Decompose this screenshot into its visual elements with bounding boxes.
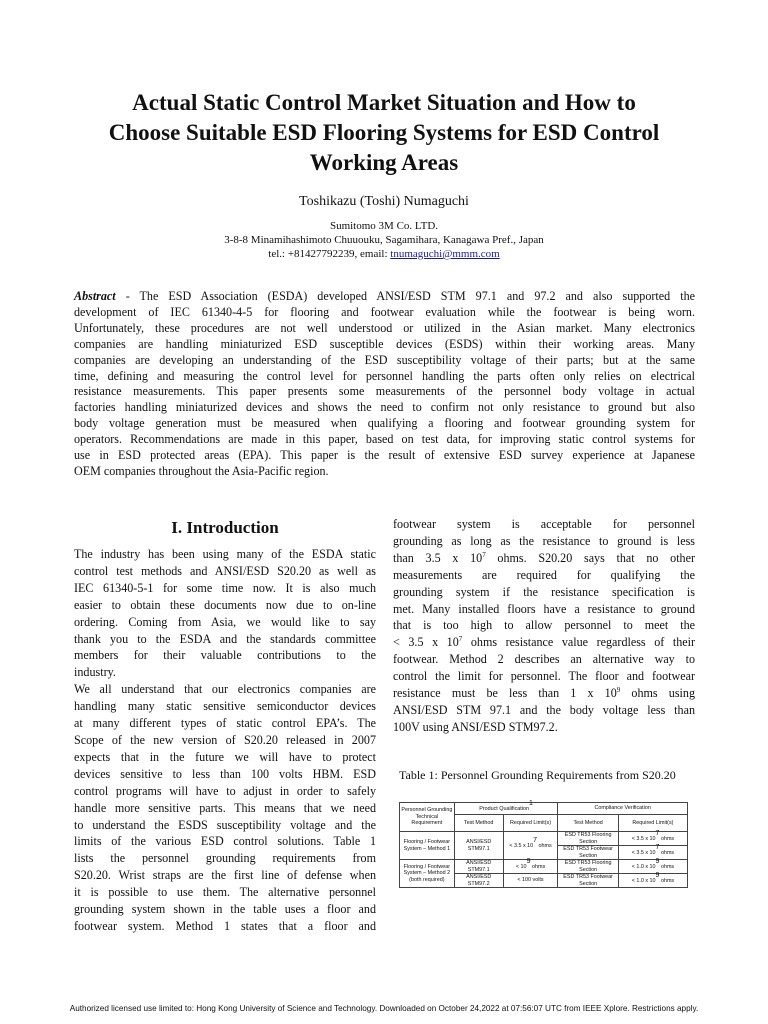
footnote-mark: 1: [528, 800, 533, 808]
body-line: footwear system. Method 1 states that a floor and: [74, 918, 376, 933]
body-line: handle more sensitive parts. This means that we need: [74, 800, 376, 815]
body-line: members for their valuable contributions to the: [74, 648, 376, 663]
title-line: Working Areas: [309, 150, 459, 175]
exponent: 7: [655, 830, 660, 838]
table-row: [400, 832, 688, 846]
abstract-text: - The ESD Association (ESDA) developed ANSI/ESD STM 97.1 and 97.2 and also supported the: [115, 289, 695, 303]
body-line: [393, 634, 695, 651]
body-line: industry.: [74, 665, 116, 680]
exponent: 7: [458, 635, 463, 644]
affiliation-company: Sumitomo 3M Co. LTD.: [329, 220, 439, 232]
table-cell: ANSI/ESD STM97.1: [454, 860, 503, 874]
body-line: thank you to the ESDA and the standards committee: [74, 631, 376, 646]
table-cell: Flooring / Footwear System – Method 2 (both required): [400, 860, 455, 888]
exponent: 7: [482, 550, 486, 559]
body-line: [393, 685, 695, 702]
text-span: ohms: [537, 843, 552, 850]
text-span: than 3.5 x 10: [393, 550, 483, 565]
table-cell: [618, 832, 687, 846]
table-cell: ANSI/ESD STM97.2: [454, 874, 503, 888]
body-line: easier to obtain these documents now due to on-line: [74, 597, 376, 612]
body-line: ANSI/ESD STM 97.1 and the body voltage less than: [393, 702, 695, 717]
affiliation: [0, 219, 768, 261]
header-cell: Test Method: [558, 815, 618, 832]
text-span: ohms resistance value regardless of their: [462, 635, 695, 650]
header-cell: Required Limit(s): [618, 815, 687, 832]
text-span: ohms: [659, 836, 675, 843]
table-cell: ESD TR53 Flooring Section: [558, 832, 618, 846]
abstract-line: resistance measurements. This paper presents some measurements of the personnel body voltage in actual: [74, 384, 695, 399]
table-cell: [503, 860, 558, 874]
body-line: Scope of the new version of S20.20 released in 2007: [74, 732, 376, 747]
body-line: devices sensitive to less than 100 volts HBM. ESD: [74, 766, 376, 781]
text-span: < 3.5 x 10: [393, 635, 459, 650]
body-line: it is possible to use them. The alternative personnel: [74, 885, 376, 900]
author-name: Toshikazu (Toshi) Numaguchi: [299, 194, 469, 209]
license-footer: Authorized licensed use limited to: Hong Kong University of Science and Technology. Downloaded on October 24,2022 at 07:56:07 UTC from IEEE Xplore. Restrictions apply.: [69, 1004, 699, 1013]
affiliation-contact: [0, 247, 768, 261]
header-cell: Personnel Grounding Technical Requirement: [400, 803, 455, 832]
body-line: grounding as long as the resistance to ground is less: [393, 533, 695, 548]
table-cell: ESD TR53 Flooring Section: [558, 860, 618, 874]
text-span: resistance must be less than 1 x 10: [393, 686, 617, 701]
text-span: ohms: [659, 864, 675, 871]
table-cell: ANSI/ESD STM97.1: [454, 832, 503, 860]
abstract-line: companies are handling miniaturized ESD susceptible devices (ESDS) within their working areas. Many: [74, 336, 695, 351]
body-line: 100V using ANSI/ESD STM97.2.: [393, 719, 558, 734]
body-line: limits of the various ESD control solutions. Table 1: [74, 834, 376, 849]
title-line: Actual Static Control Market Situation and How to: [132, 90, 636, 115]
exponent: 7: [655, 844, 660, 852]
abstract-line: development of IEC 61340-4-5 for flooring and footwear evaluation while the footwear is being worn.: [74, 304, 695, 319]
body-line: to understand the ESDS susceptibility voltage and the: [74, 817, 376, 832]
abstract-line: OEM companies throughout the Asia-Pacific region.: [74, 463, 329, 478]
table-cell: ESD TR53 Footwear Section: [558, 874, 618, 888]
table-cell: [618, 860, 687, 874]
abstract-line: factories handling miniaturized devices and shows the need to confirm not only resistance to ground but also: [74, 400, 695, 415]
body-line: met. Many installed floors have a resistance to ground: [393, 601, 695, 616]
abstract-label: Abstract: [74, 289, 116, 303]
text-span: < 10: [515, 864, 527, 871]
table-header-row: [400, 803, 688, 815]
table-caption: Table 1: Personnel Grounding Requirements from S20.20: [399, 768, 676, 782]
table-row: [400, 860, 688, 874]
abstract-line: time, defining and measuring the control level for personnel handling the parts often only relies on electrical: [74, 368, 695, 383]
right-column: [393, 516, 695, 736]
body-line: footwear. Method 2 describes an alternative way to: [393, 652, 695, 667]
body-line: S20.20. Wrist straps are the first line of defense when: [74, 868, 376, 883]
email-link[interactable]: tnumaguchi@mmm.com: [390, 248, 500, 260]
exponent: 9: [526, 858, 531, 866]
exponent: 9: [616, 686, 621, 695]
body-line: measurements are required for qualifying the: [393, 567, 695, 582]
body-line: control programs will have to adjust in order to safely: [74, 783, 376, 798]
body-line: control the limit for personnel. The floor and footwear: [393, 669, 695, 684]
header-cell: Compliance Verification: [558, 803, 688, 815]
body-line: expects that in the future we will have to protect: [74, 749, 376, 764]
table-cell: < 100 volts: [503, 874, 558, 888]
exponent: 7: [533, 837, 538, 845]
body-line: The industry has been using many of the ESDA static: [74, 547, 376, 561]
body-line: [393, 550, 695, 567]
exponent: 9: [655, 872, 660, 880]
table-cell: Flooring / Footwear System – Method 1: [400, 832, 455, 860]
body-line: control test methods and ANSI/ESD S20.20 as well as: [74, 563, 376, 578]
table-cell: [618, 846, 687, 860]
text-span: < 3.5 x 10: [631, 836, 656, 843]
body-line: footwear system is acceptable for personnel: [393, 517, 695, 531]
text-span: ohms using: [620, 686, 695, 701]
header-cell: [454, 800, 558, 815]
body-line: ordering. Coming from Asia, we would like to say: [74, 614, 376, 629]
header-cell: Required Limit(s): [503, 815, 558, 832]
body-line: that is too high to allow personnel to meet the: [393, 618, 695, 633]
body-line: lists the personnel grounding requirements from: [74, 851, 376, 866]
abstract: [74, 289, 695, 480]
text-span: < 1.0 x 10: [631, 878, 656, 885]
body-line: at many different types of static control EPA’s. The: [74, 716, 376, 731]
body-line: We all understand that our electronics companies are: [74, 682, 376, 697]
text-span: ohms. S20.20 says that no other: [485, 550, 695, 565]
exponent: 9: [655, 858, 660, 866]
table-cell: [618, 874, 687, 888]
left-column: [74, 546, 376, 935]
paper-title: [60, 88, 708, 178]
title-line: Choose Suitable ESD Flooring Systems for ESD Control: [108, 120, 660, 145]
text-span: ohms: [659, 878, 675, 885]
section-heading: I. Introduction: [171, 518, 279, 537]
abstract-line: operators. Recommendations are made in this paper, based on test data, for improving static control systems for: [74, 432, 695, 447]
text-span: ohms: [659, 850, 675, 857]
header-cell: Test Method: [454, 815, 503, 832]
abstract-line: Unfortunately, these procedures are not well understood or utilized in the Asian market. Many electronics: [74, 320, 695, 335]
body-line: IEC 61340-5-1 for some time now. It is also much: [74, 580, 376, 595]
text-span: Product Qualification: [479, 806, 529, 813]
table-cell: [503, 832, 558, 860]
text-span: < 3.5 x 10: [631, 850, 656, 857]
table-cell: ESD TR53 Footwear Section: [558, 846, 618, 860]
body-line: grounding system shown in the table uses a floor and: [74, 902, 376, 917]
abstract-line: companies are developing an understanding of the ESD susceptibility voltage of their parts; but at the same: [74, 352, 695, 367]
contact-text: tel.: +81427792239, email:: [268, 248, 391, 260]
abstract-line: body voltage generation must be measured when qualifying a flooring and footwear grounding system for: [74, 416, 695, 431]
body-line: grounding system if the resistance specification is: [393, 584, 695, 599]
text-span: < 3.5 x 10: [509, 843, 534, 850]
text-span: < 1.0 x 10: [631, 864, 656, 871]
abstract-line: use in ESD protected areas (EPA). This paper is the result of extensive ESD survey experience at Japanese: [74, 448, 695, 463]
body-line: handling many static sensitive semiconductor devices: [74, 699, 376, 714]
requirements-table: [399, 802, 688, 888]
text-span: ohms: [530, 864, 546, 871]
abstract-line: [74, 289, 695, 305]
affiliation-address: 3-8-8 Minamihashimoto Chuuouku, Sagamihara, Kanagawa Pref., Japan: [224, 234, 544, 246]
